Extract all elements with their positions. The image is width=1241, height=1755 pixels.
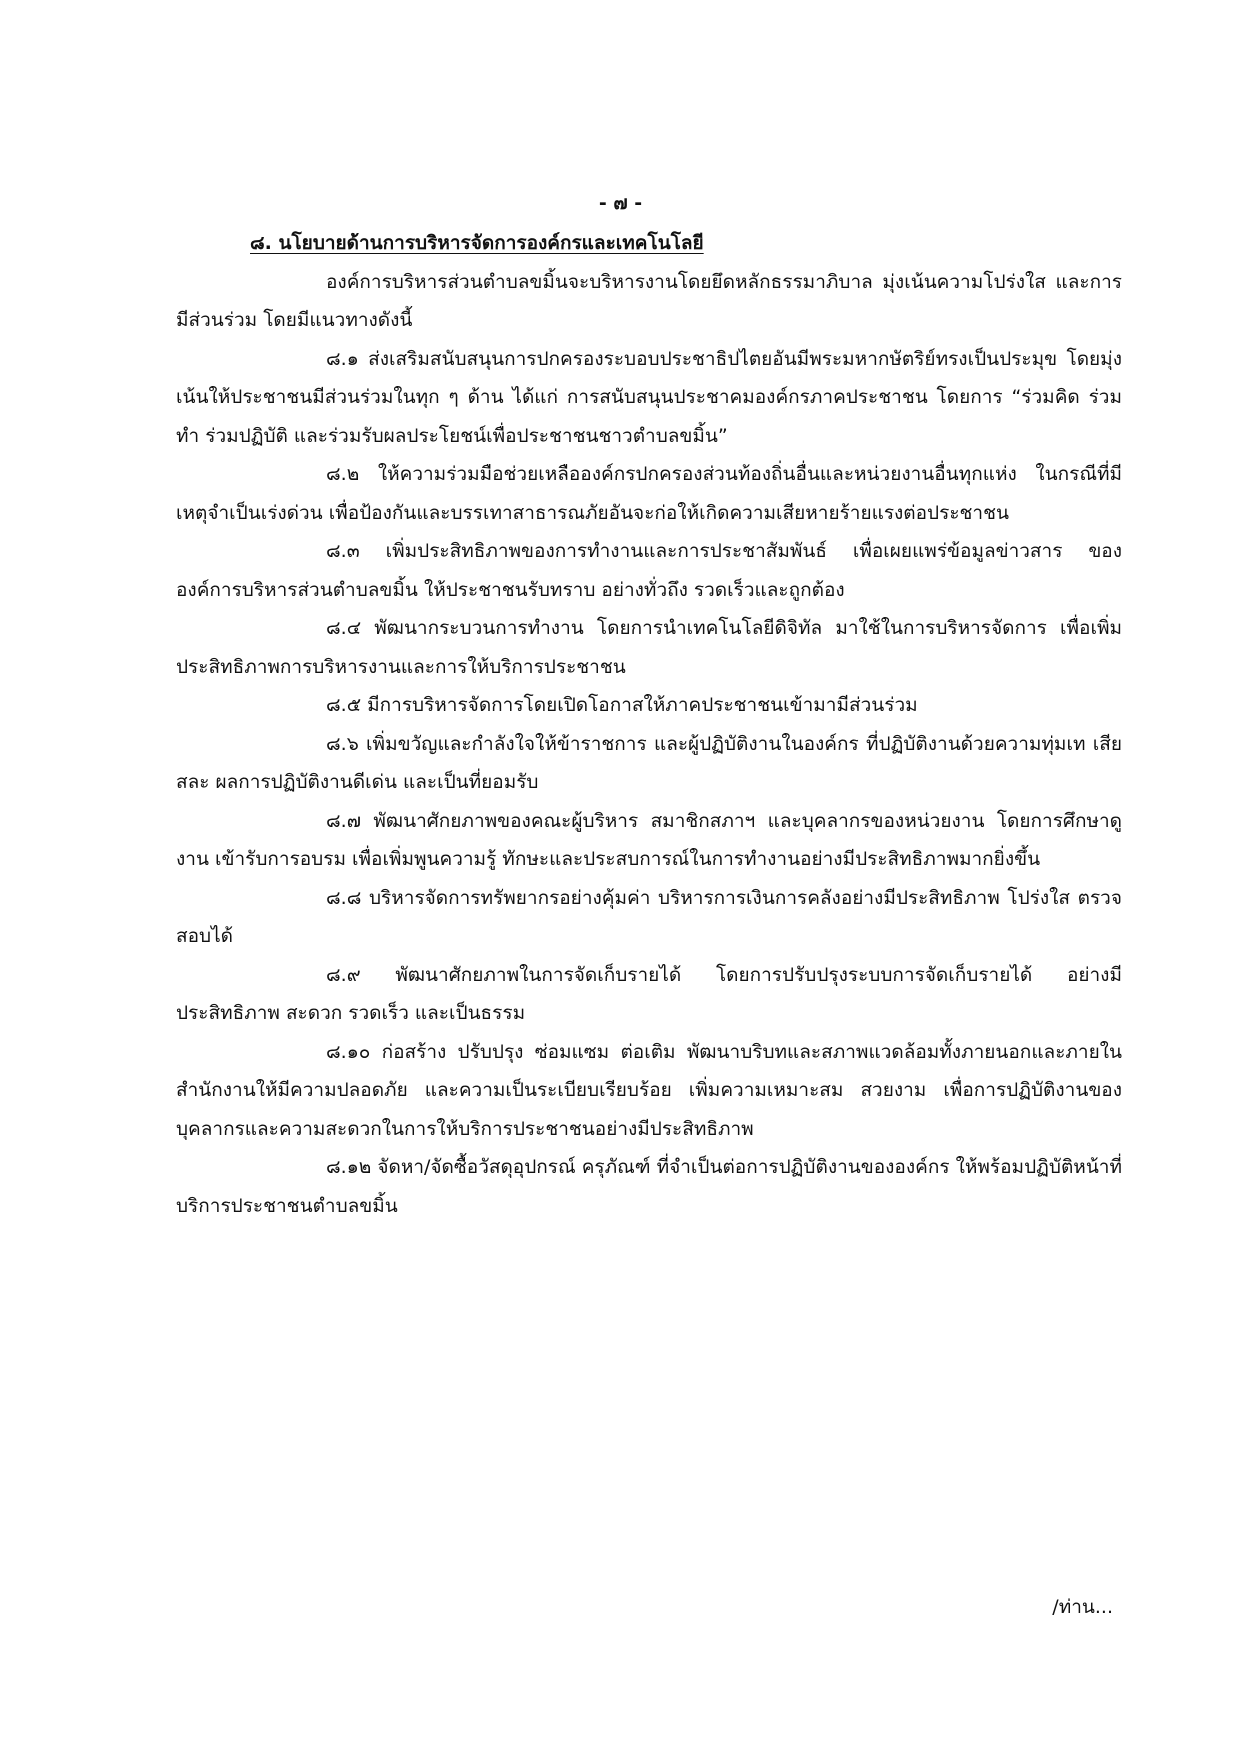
policy-item: ๘.๔ พัฒนากระบวนการทำงาน โดยการนำเทคโนโลยีดิจิทัล มาใช้ในการบริหารจัดการ เพื่อเพิ่มประสิทธิภาพการบริหารงานและการให้บริการประชาชน [176,617,1122,678]
policy-item: ๘.๘ บริหารจัดการทรัพยากรอย่างคุ้มค่า บริหารการเงินการคลังอย่างมีประสิทธิภาพ โปร่งใส ตรวจสอบได้ [176,886,1122,947]
policy-item: ๘.๑๒ จัดหา/จัดซื้อวัสดุอุปกรณ์ ครุภัณฑ์ ที่จำเป็นต่อการปฏิบัติงานขององค์กร ให้พร้อมปฏิบัติหน้าที่บริการประชาชนตำบลขมิ้น [176,1156,1122,1217]
policy-item: ๘.๓ เพิ่มประสิทธิภาพของการทำงานและการประชาสัมพันธ์ เพื่อเผยแพร่ข้อมูลข่าวสาร ขององค์การบริหารส่วนตำบลขมิ้น ให้ประชาชนรับทราบ อย่างทั่วถึง รวดเร็วและถูกต้อง [176,540,1122,601]
policy-item: ๘.๒ ให้ความร่วมมือช่วยเหลือองค์กรปกครองส่วนท้องถิ่นอื่นและหน่วยงานอื่นทุกแห่ง ในกรณีที่มีเหตุจำเป็นเร่งด่วน เพื่อป้องกันและบรรเทาสาธารณภัยอันจะก่อให้เกิดความเสียหายร้ายแรงต่อประชาชน [176,463,1122,524]
section-heading: ๘. นโยบายด้านการบริหารจัดการองค์กรและเทคโนโลยี [250,232,704,254]
page-number: - ๗ - [598,192,643,214]
policy-item: ๘.๑ ส่งเสริมสนับสนุนการปกครองระบอบประชาธิปไตยอันมีพระมหากษัตริย์ทรงเป็นประมุข โดยมุ่งเน้นให้ประชาชนมีส่วนร่วมในทุก ๆ ด้าน ได้แก่ การสนับสนุนประชาคมองค์กรภาคประชาชน โดยการ “ร่วมคิด ร่วมทำ ร่วมปฏิบัติ และร่วมรับผลประโยชน์เพื่อประชาชนชาวตำบลขมิ้น” [176,347,1122,447]
document-body [176,224,1122,1225]
policy-item: ๘.๑๐ ก่อสร้าง ปรับปรุง ซ่อมแซม ต่อเติม พัฒนาบริบทและสภาพแวดล้อมทั้งภายนอกและภายในสำนักงานให้มีความปลอดภัย และความเป็นระเบียบเรียบร้อย เพิ่มความเหมาะสม สวยงาม เพื่อการปฏิบัติงานของบุคลากรและความสะดวกในการให้บริการประชาชนอย่างมีประสิทธิภาพ [176,1040,1122,1140]
policy-item: ๘.๕ มีการบริหารจัดการโดยเปิดโอกาสให้ภาคประชาชนเข้ามามีส่วนร่วม [326,694,918,716]
intro-paragraph: องค์การบริหารส่วนตำบลขมิ้นจะบริหารงานโดยยึดหลักธรรมาภิบาล มุ่งเน้นความโปร่งใส และการมีส่วนร่วม โดยมีแนวทางดังนี้ [176,270,1122,331]
policy-item: ๘.๗ พัฒนาศักยภาพของคณะผู้บริหาร สมาชิกสภาฯ และบุคลากรของหน่วยงาน โดยการศึกษาดูงาน เข้ารับการอบรม เพื่อเพิ่มพูนความรู้ ทักษะและประสบการณ์ในการทำงานอย่างมีประสิทธิภาพมากยิ่งขึ้น [176,809,1122,870]
continuation-marker: /ท่าน... [1052,1596,1113,1618]
policy-item: ๘.๙ พัฒนาศักยภาพในการจัดเก็บรายได้ โดยการปรับปรุงระบบการจัดเก็บรายได้ อย่างมีประสิทธิภาพ สะดวก รวดเร็ว และเป็นธรรม [176,963,1122,1024]
policy-item: ๘.๖ เพิ่มขวัญและกำลังใจให้ข้าราชการ และผู้ปฏิบัติงานในองค์กร ที่ปฏิบัติงานด้วยความทุ่มเท เสียสละ ผลการปฏิบัติงานดีเด่น และเป็นที่ยอมรับ [176,732,1122,793]
